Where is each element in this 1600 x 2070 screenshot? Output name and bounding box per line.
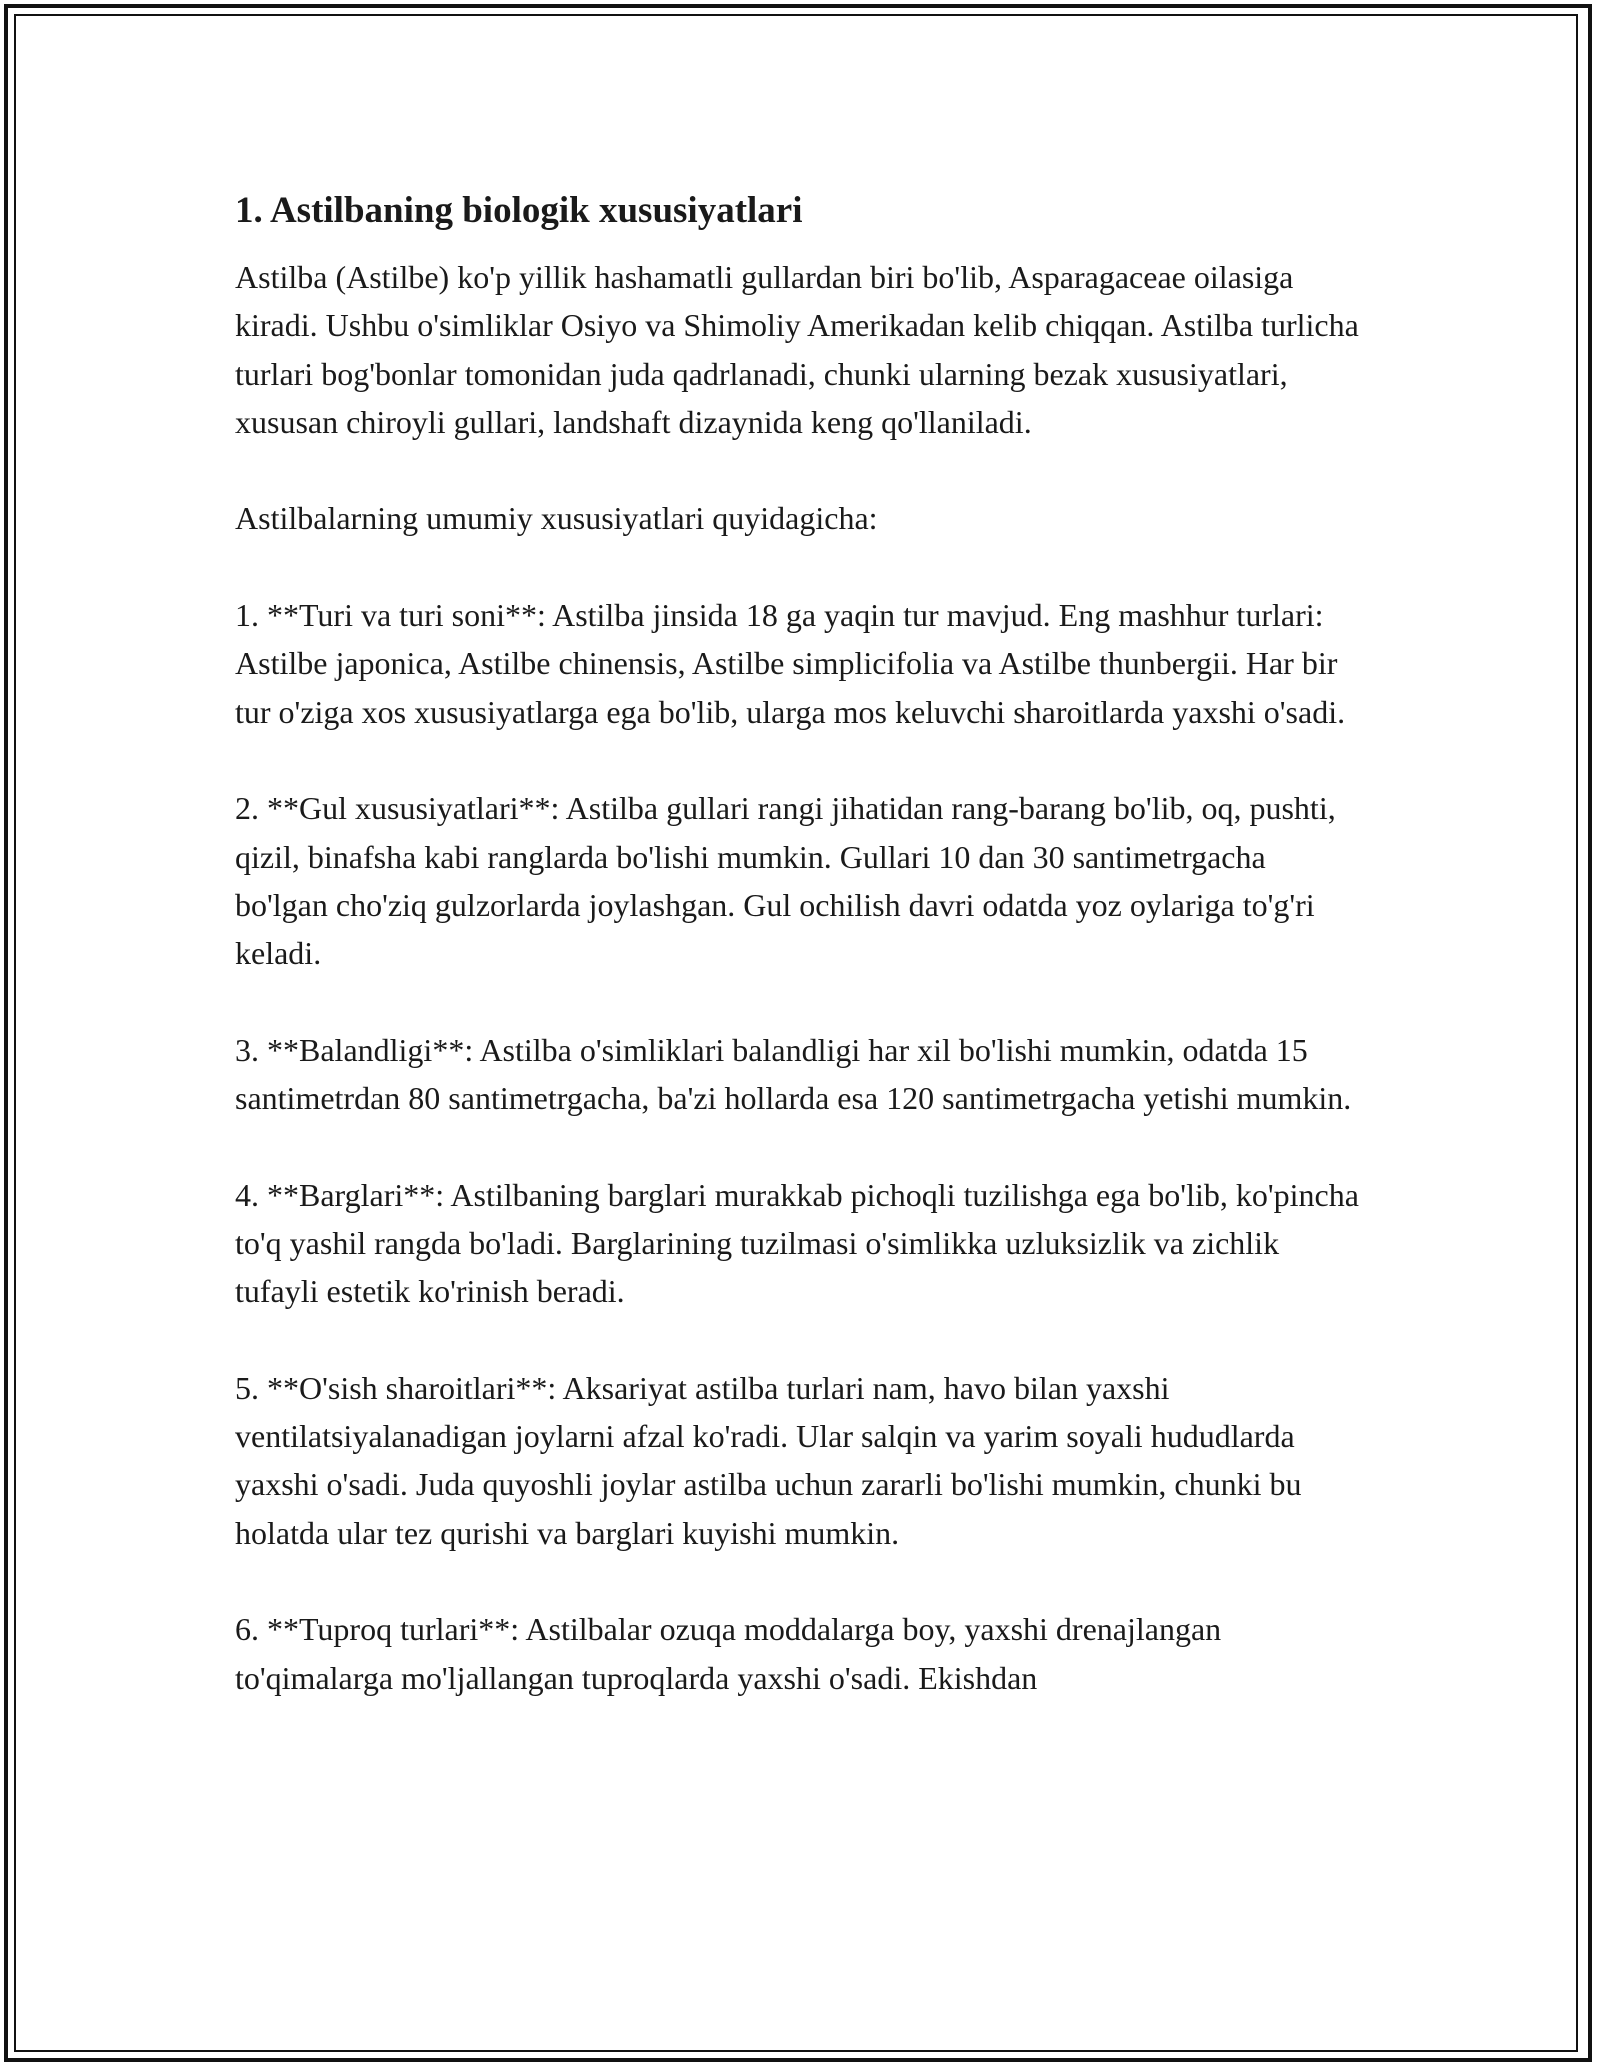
section-heading: 1. Astilbaning biologik xususiyatlari (235, 190, 803, 231)
intro-paragraph: Astilba (Astilbe) ko'p yillik hashamatli gullardan biri bo'lib, Asparagaceae oilasiga kiradi. Ushbu o'simliklar Osiyo va Shimoliy Amerikadan kelib chiqqan. Astilba turlicha turlari bog'bonlar tomonidan juda qadrlanadi, chunki ularning bezak xususiyatlari, xususan chiroyli gullari, landshaft dizaynida keng qo'llaniladi. (235, 259, 1359, 440)
list-item-flowers: 2. **Gul xususiyatlari**: Astilba gullari rangi jihatidan rang-barang bo'lib, oq, pushti, qizil, binafsha kabi ranglarda bo'lishi mumkin. Gullari 10 dan 30 santimetrgacha bo'lgan cho'ziq gulzorlarda joylashgan. Gul ochilish davri odatda yoz oylariga to'g'ri keladi. (235, 790, 1336, 972)
list-item-growing-conditions: 5. **O'sish sharoitlari**: Aksariyat astilba turlari nam, havo bilan yaxshi ventilatsiyalanadigan joylarni afzal ko'radi. Ular salqin va yarim soyali hududlarda yaxshi o'sadi. Juda quyoshli joylar astilba uchun zararli bo'lishi mumkin, chunki bu holatda ular tez qurishi va barglari kuyishi mumkin. (235, 1369, 1302, 1551)
list-item-height: 3. **Balandligi**: Astilba o'simliklari balandligi har xil bo'lishi mumkin, odatda 15 santimetrdan 80 santimetrgacha, ba'zi hollarda esa 120 santimetrgacha yetishi mumkin. (235, 1031, 1352, 1117)
list-item-soil-types: 6. **Tuproq turlari**: Astilbalar ozuqa moddalarga boy, yaxshi drenajlangan to'qimalarga mo'ljallangan tuproqlarda yaxshi o'sadi. Ekishdan (235, 1611, 1222, 1696)
list-item-leaves: 4. **Barglari**: Astilbaning barglari murakkab pichoqli tuzilishga ega bo'lib, ko'pincha to'q yashil rangda bo'ladi. Barglarining tuzilmasi o'simlikka uzluksizlik va zichlik tufayli estetik ko'rinish beradi. (235, 1176, 1359, 1310)
list-intro-paragraph: Astilbalarning umumiy xususiyatlari quyidagicha: (235, 500, 878, 537)
document-body (235, 186, 1365, 1750)
list-item-types: 1. **Turi va turi soni**: Astilba jinsida 18 ga yaqin tur mavjud. Eng mashhur turlari: Astilbe japonica, Astilbe chinensis, Astilbe simplicifolia va Astilbe thunbergii. Har bir tur o'ziga xos xususiyatlarga ega bo'lib, ularga mos keluvchi sharoitlarda yaxshi o'sadi. (235, 597, 1346, 730)
